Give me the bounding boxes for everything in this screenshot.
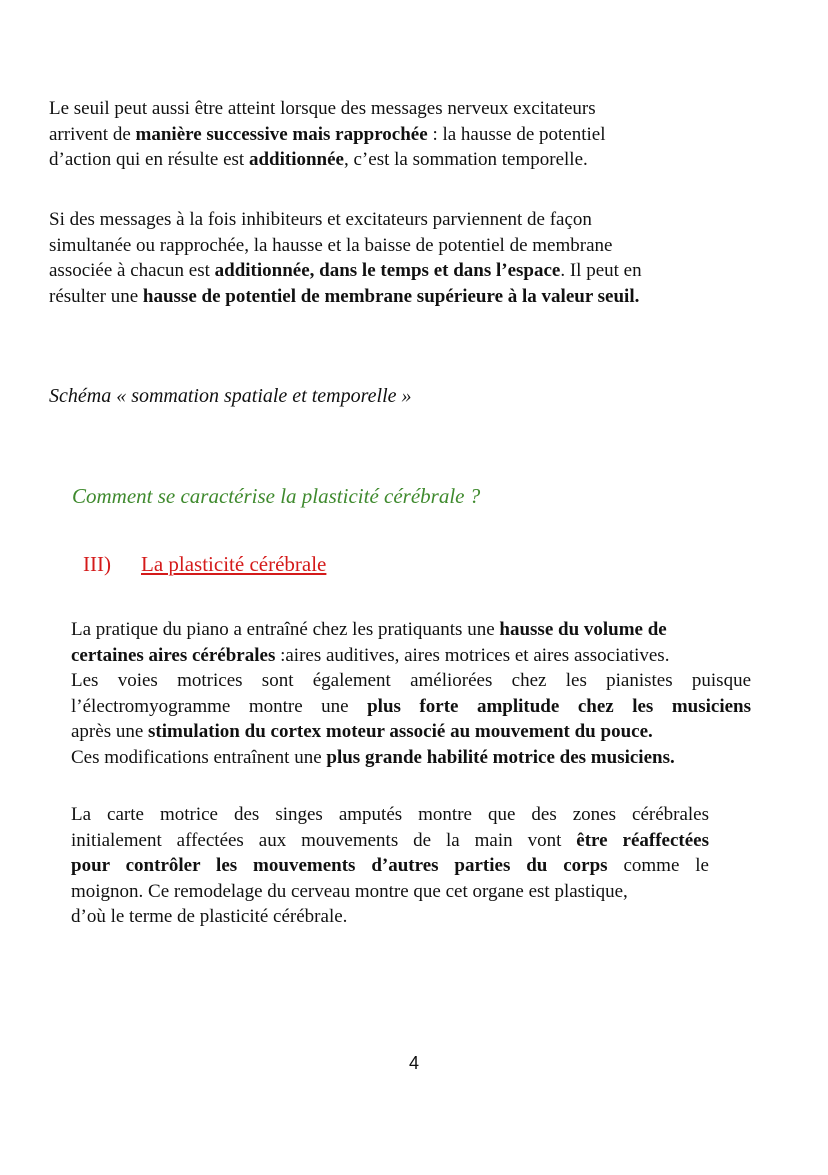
page-number: 4 <box>408 1053 419 1073</box>
section-question: Comment se caractérise la plasticité cérébrale ? <box>72 484 481 508</box>
text-line: Ces modifications entraînent une plus grande habilité motrice des musiciens. <box>71 746 675 768</box>
text-line: résulter une hausse de potentiel de membrane supérieure à la valeur seuil. <box>49 285 640 307</box>
text-line: pour contrôler les mouvements d’autres parties du corps comme le <box>71 855 709 876</box>
bold-text: hausse de potentiel de membrane supérieure à la valeur seuil. <box>142 285 640 307</box>
text-line: Si des messages à la fois inhibiteurs et excitateurs parviennent de façon <box>49 209 592 230</box>
text-line: arrivent de manière successive mais rapprochée : la hausse de potentiel <box>49 123 606 145</box>
section-heading <box>83 552 326 577</box>
text-line: d’où le terme de plasticité cérébrale. <box>71 906 348 927</box>
bold-text: certaines aires cérébrales <box>71 644 276 666</box>
paragraph-temporal-summation <box>49 96 769 173</box>
text-line: après une stimulation du cortex moteur associé au mouvement du pouce. <box>71 721 653 742</box>
section-number: III) <box>83 552 111 576</box>
bold-text: être réaffectées <box>576 829 709 851</box>
bold-text: additionnée, dans le temps et dans l’espace <box>214 260 561 281</box>
bold-text: pour contrôler les mouvements d’autres parties du corps <box>71 855 608 876</box>
text-line: associée à chacun est additionnée, dans le temps et dans l’espace. Il peut en <box>49 260 642 281</box>
text-line: initialement affectées aux mouvements de la main vont être réaffectées <box>71 829 709 851</box>
schema-caption: Schéma « sommation spatiale et temporelle » <box>49 385 412 407</box>
section-title: La plasticité cérébrale <box>141 552 327 576</box>
text-line: La carte motrice des singes amputés montre que des zones cérébrales <box>71 804 709 825</box>
text-line: Les voies motrices sont également améliorées chez les pianistes puisque <box>71 670 751 691</box>
paragraph-monkey-motor-map <box>71 802 709 930</box>
text-line: certaines aires cérébrales :aires auditives, aires motrices et aires associatives. <box>71 644 670 666</box>
bold-text: hausse du volume de <box>499 619 667 640</box>
bold-text: additionnée <box>248 149 344 170</box>
text-line: d’action qui en résulte est additionnée, c’est la sommation temporelle. <box>49 149 588 170</box>
text-line: simultanée ou rapprochée, la hausse et la baisse de potentiel de membrane <box>49 234 613 256</box>
bold-text: plus grande habilité motrice des musiciens. <box>326 746 675 768</box>
text-line: l’électromyogramme montre une plus forte amplitude chez les musiciens <box>71 695 751 717</box>
paragraph-piano-plasticity <box>71 617 751 770</box>
text-line: moignon. Ce remodelage du cerveau montre que cet organe est plastique, <box>71 880 628 902</box>
bold-text: plus forte amplitude chez les musiciens <box>367 695 751 717</box>
bold-text: stimulation du cortex moteur associé au mouvement du pouce. <box>148 721 653 742</box>
paragraph-summation-mixed <box>49 207 769 309</box>
text-line: Le seuil peut aussi être atteint lorsque des messages nerveux excitateurs <box>49 98 596 119</box>
text-line: La pratique du piano a entraîné chez les pratiquants une hausse du volume de <box>71 619 667 640</box>
bold-text: manière successive mais rapprochée <box>135 123 428 145</box>
